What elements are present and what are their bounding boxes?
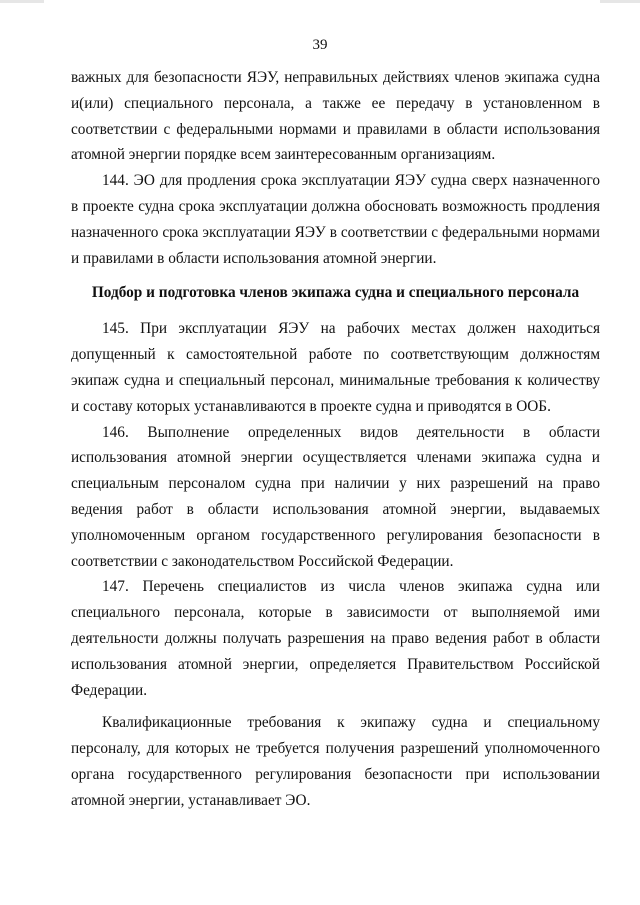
- paragraph-continued: важных для безопасности ЯЭУ, неправильных действиях членов экипажа судна и(или) специального персонала, а также ее передачу в установленном в соответствии с федеральными нормами и правилами в области использования атомной энергии порядке всем заинтересованным организациям.: [71, 69, 600, 164]
- paragraph-144: 144. ЭО для продления срока эксплуатации ЯЭУ судна сверх назначенного в проекте судна срока эксплуатации должна обосновать возможность продления назначенного срока эксплуатации ЯЭУ в соответствии с федеральными нормами и правилами в области использования атомной энергии.: [71, 172, 600, 267]
- scan-mark-left: [0, 0, 44, 3]
- paragraph-145: 145. При эксплуатации ЯЭУ на рабочих местах должен находиться допущенный к самостоятельной работе по соответствующим должностям экипаж судна и специальный персонал, минимальные требования к количеству и составу которых устанавливаются в проекте судна и приводятся в ООБ.: [71, 320, 600, 415]
- scan-edge-marks: [0, 0, 640, 6]
- scan-mark-right: [600, 0, 640, 3]
- document-body: [71, 65, 600, 814]
- paragraph-qualification: Квалификационные требования к экипажу судна и специальному персоналу, для которых не требуется получения разрешений уполномоченного органа государственного регулирования безопасности при использовании атомной энергии, устанавливает ЭО.: [71, 714, 600, 809]
- section-heading: Подбор и подготовка членов экипажа судна и специального персонала: [91, 284, 580, 302]
- paragraph-147: 147. Перечень специалистов из числа членов экипажа судна или специального персонала, которые в зависимости от выполняемой ими деятельности должны получать разрешения на право ведения работ в области использования атомной энергии, определяется Правительством Российской Федерации.: [71, 578, 600, 699]
- paragraph-146: 146. Выполнение определенных видов деятельности в области использования атомной энергии осуществляется членами экипажа судна и специальным персоналом судна при наличии у них разрешений на право ведения работ в области использования атомной энергии, выдаваемых уполномоченным органом государственного регулирования безопасности в соответствии с законодательством Российской Федерации.: [71, 423, 600, 570]
- page-number: 39: [312, 37, 328, 53]
